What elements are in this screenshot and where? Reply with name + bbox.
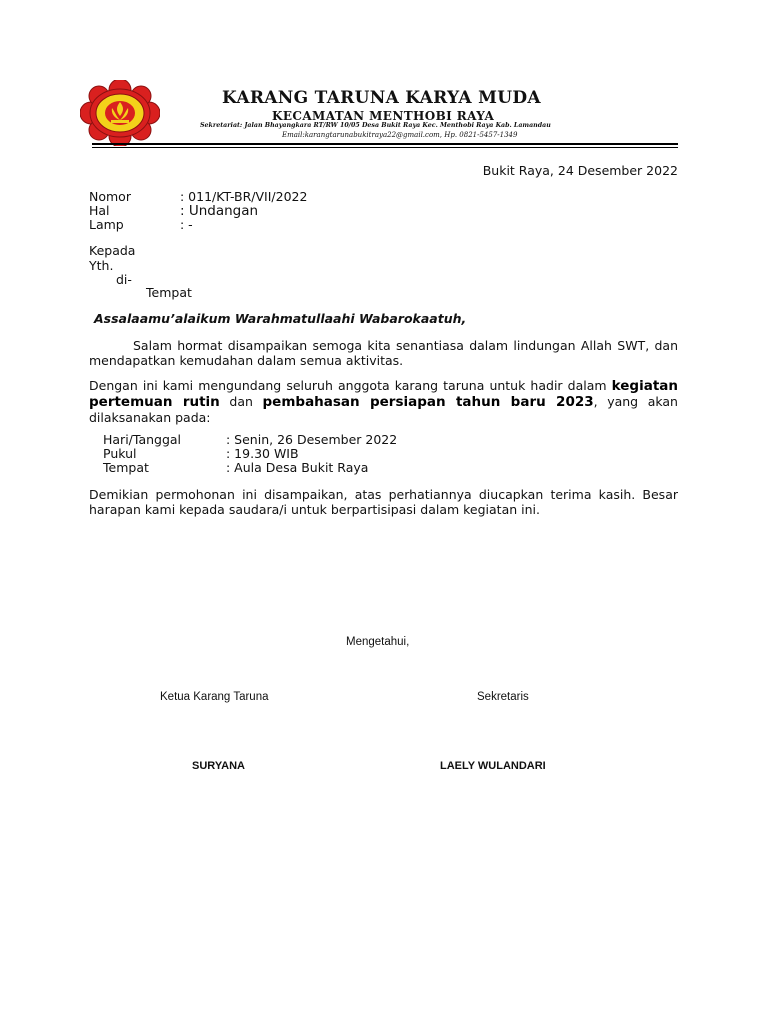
organization-logo: [80, 80, 160, 146]
schedule-pukul-value: : 19.30 WIB: [226, 446, 299, 461]
lamp-label: Lamp: [89, 217, 124, 232]
recipient-yth: Yth.: [89, 258, 114, 273]
schedule-pukul-label: Pukul: [103, 446, 137, 461]
left-signatory-name: SURYANA: [192, 760, 245, 772]
organization-contact: Email:karangtarunabukitraya22@gmail.com, Hp. 0821-5457-1349: [282, 131, 518, 139]
invitation-paragraph: [89, 378, 678, 425]
schedule-tempat-value: : Aula Desa Bukit Raya: [226, 460, 369, 475]
invitation-bold-1: kegiatan pertemuan rutin: [89, 378, 678, 410]
invitation-bold-2: pembahasan persiapan tahun baru 2023: [262, 394, 594, 410]
greeting: Assalaamu’alaikum Warahmatullaahi Wabarokaatuh,: [94, 311, 467, 326]
invitation-text-2: dan: [219, 394, 263, 409]
recipient-kepada: Kepada: [89, 243, 136, 258]
right-signatory-title: Sekretaris: [477, 691, 529, 703]
hal-label: Hal: [89, 203, 110, 218]
opening-paragraph: Salam hormat disampaikan semoga kita senantiasa dalam lindungan Allah SWT, dan mendapatkan kemudahan dalam semua aktivitas.: [89, 338, 678, 368]
nomor-label: Nomor: [89, 189, 131, 204]
schedule-tempat-label: Tempat: [103, 460, 149, 475]
left-signatory-title: Ketua Karang Taruna: [160, 691, 269, 703]
schedule-hari-value: : Senin, 26 Desember 2022: [226, 432, 398, 447]
recipient-di: di-: [116, 272, 132, 287]
invitation-text-1: Dengan ini kami mengundang seluruh anggota karang taruna untuk hadir dalam: [89, 378, 612, 393]
closing-paragraph: Demikian permohonan ini disampaikan, atas perhatiannya diucapkan terima kasih. Besar harapan kami kepada saudara/i untuk berpartisipasi dalam kegiatan ini.: [89, 487, 678, 517]
hal-value: : Undangan: [180, 203, 259, 219]
lamp-value: : -: [180, 217, 193, 232]
right-signatory-name: LAELY WULANDARI: [440, 760, 546, 772]
header-divider: [92, 143, 678, 145]
organization-name: KARANG TARUNA KARYA MUDA: [222, 88, 541, 108]
organization-address: Sekretariat: Jalan Bhayangkara RT/RW 10/05 Desa Bukit Raya Kec. Menthobi Raya Kab. Lamandau: [200, 122, 551, 129]
nomor-value: : 011/KT-BR/VII/2022: [180, 189, 308, 204]
mengetahui-label: Mengetahui,: [346, 636, 410, 648]
recipient-tempat: Tempat: [146, 285, 192, 300]
invitation-text-3: , yang akan dilaksanakan pada:: [89, 394, 678, 425]
schedule-hari-label: Hari/Tanggal: [103, 432, 182, 447]
header-divider-thin: [92, 147, 678, 148]
place-date: Bukit Raya, 24 Desember 2022: [482, 163, 678, 178]
organization-subtitle: KECAMATAN MENTHOBI RAYA: [272, 109, 495, 123]
